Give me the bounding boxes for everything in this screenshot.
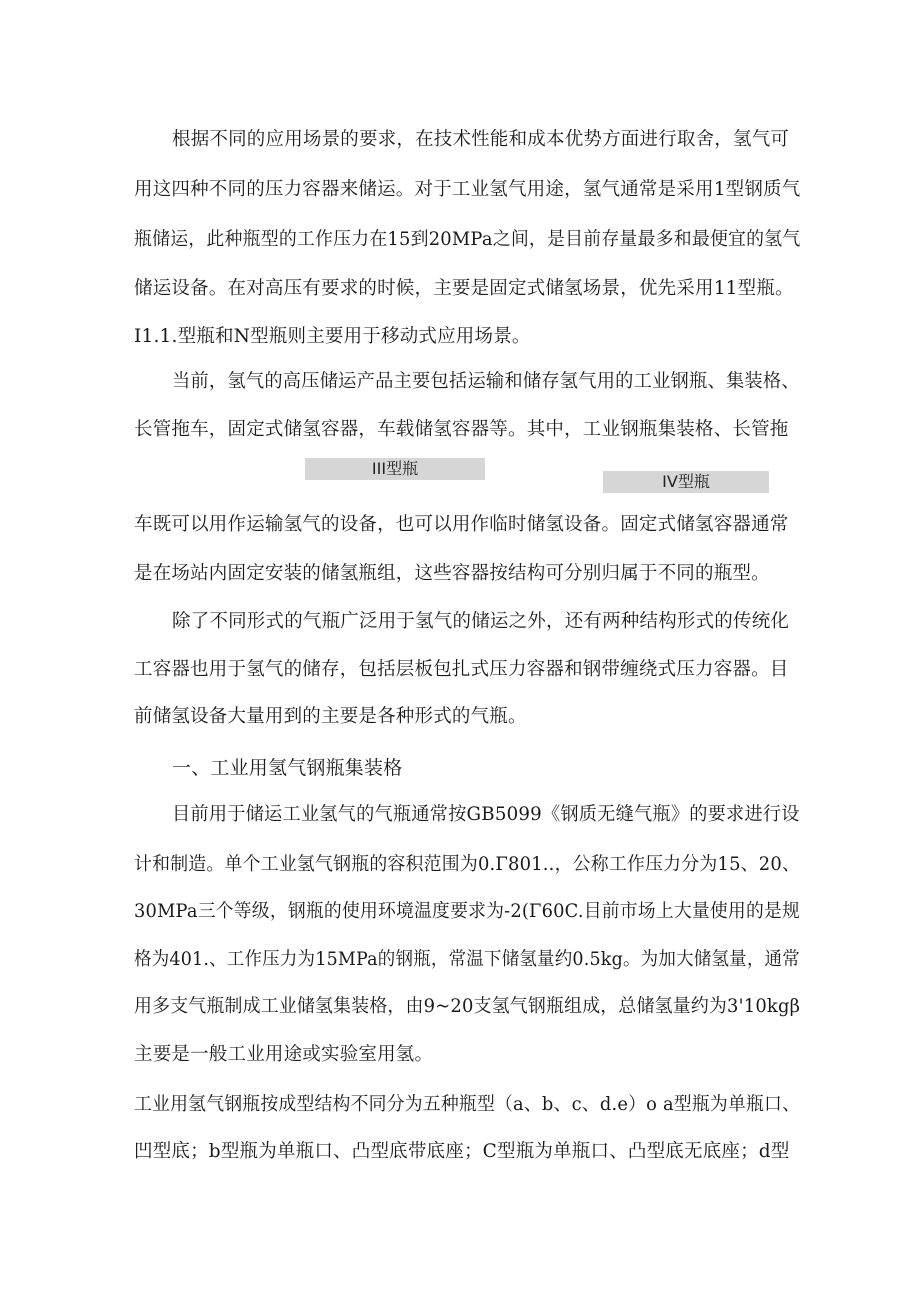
text-line: 工容器也用于氢气的储存，包括层板包扎式压力容器和钢带缠绕式压力容器。目	[134, 659, 789, 680]
text-line: 用多支气瓶制成工业储氢集装格，由9~20支氢气钢瓶组成，总储氢量约为3'10kgβ	[134, 996, 801, 1017]
text-line: I1.1.型瓶和N型瓶则主要用于移动式应用场景。	[134, 326, 531, 347]
text-line: 工业用氢气钢瓶按成型结构不同分为五种瓶型（a、b、c、d.e）o a型瓶为单瓶口、	[134, 1094, 801, 1115]
text-line: 目前用于储运工业氢气的气瓶通常按GB5099《钢质无缝气瓶》的要求进行设	[172, 804, 800, 825]
text-line: 是在场站内固定安装的储氢瓶组，这些容器按结构可分别归属于不同的瓶型。	[134, 563, 770, 584]
text-line: 30MPa三个等级，钢瓶的使用环境温度要求为-2(Γ60C.目前市场上大量使用的是规	[134, 901, 801, 922]
text-line: 主要是一般工业用途或实验室用氢。	[134, 1044, 434, 1065]
type3-bottle-label: III型瓶	[305, 458, 485, 480]
text-line: 长管拖车，固定式储氢容器，车载储氢容器等。其中，工业钢瓶集装格、长管拖	[134, 419, 789, 440]
text-line: 前储氢设备大量用到的主要是各种形式的气瓶。	[134, 706, 527, 727]
text-line: 格为401.、工作压力为15MPa的钢瓶，常温下储氢量约0.5kg。为加大储氢量，通常	[134, 949, 800, 970]
text-line: 车既可以用作运输氢气的设备，也可以用作临时储氢设备。固定式储氢容器通常	[134, 514, 789, 535]
section-heading: 一、工业用氢气钢瓶集装格	[172, 757, 403, 779]
text-line: 计和制造。单个工业氢气钢瓶的容积范围为0.Γ801..，公称工作压力分为15、20、	[134, 854, 801, 875]
text-line: 根据不同的应用场景的要求，在技术性能和成本优势方面进行取舍，氢气可	[172, 129, 790, 150]
text-line: 当前，氢气的高压储运产品主要包括运输和储存氢气用的工业钢瓶、集装格、	[172, 371, 800, 392]
text-line: 除了不同形式的气瓶广泛用于氢气的储运之外，还有两种结构形式的传统化	[172, 611, 790, 632]
text-line: 用这四种不同的压力容器来储运。对于工业氢气用途，氢气通常是采用1型钢质气	[134, 179, 801, 200]
text-line: 瓶储运，此种瓶型的工作压力在15到20MPa之间，是目前存量最多和最便宜的氢气	[134, 229, 801, 250]
text-line: 凹型底；b型瓶为单瓶口、凸型底带底座；C型瓶为单瓶口、凸型底无底座；d型	[134, 1141, 790, 1162]
type4-bottle-label: IV型瓶	[603, 471, 769, 493]
text-line: 储运设备。在对高压有要求的时候，主要是固定式储氢场景，优先采用11型瓶。	[134, 278, 794, 299]
